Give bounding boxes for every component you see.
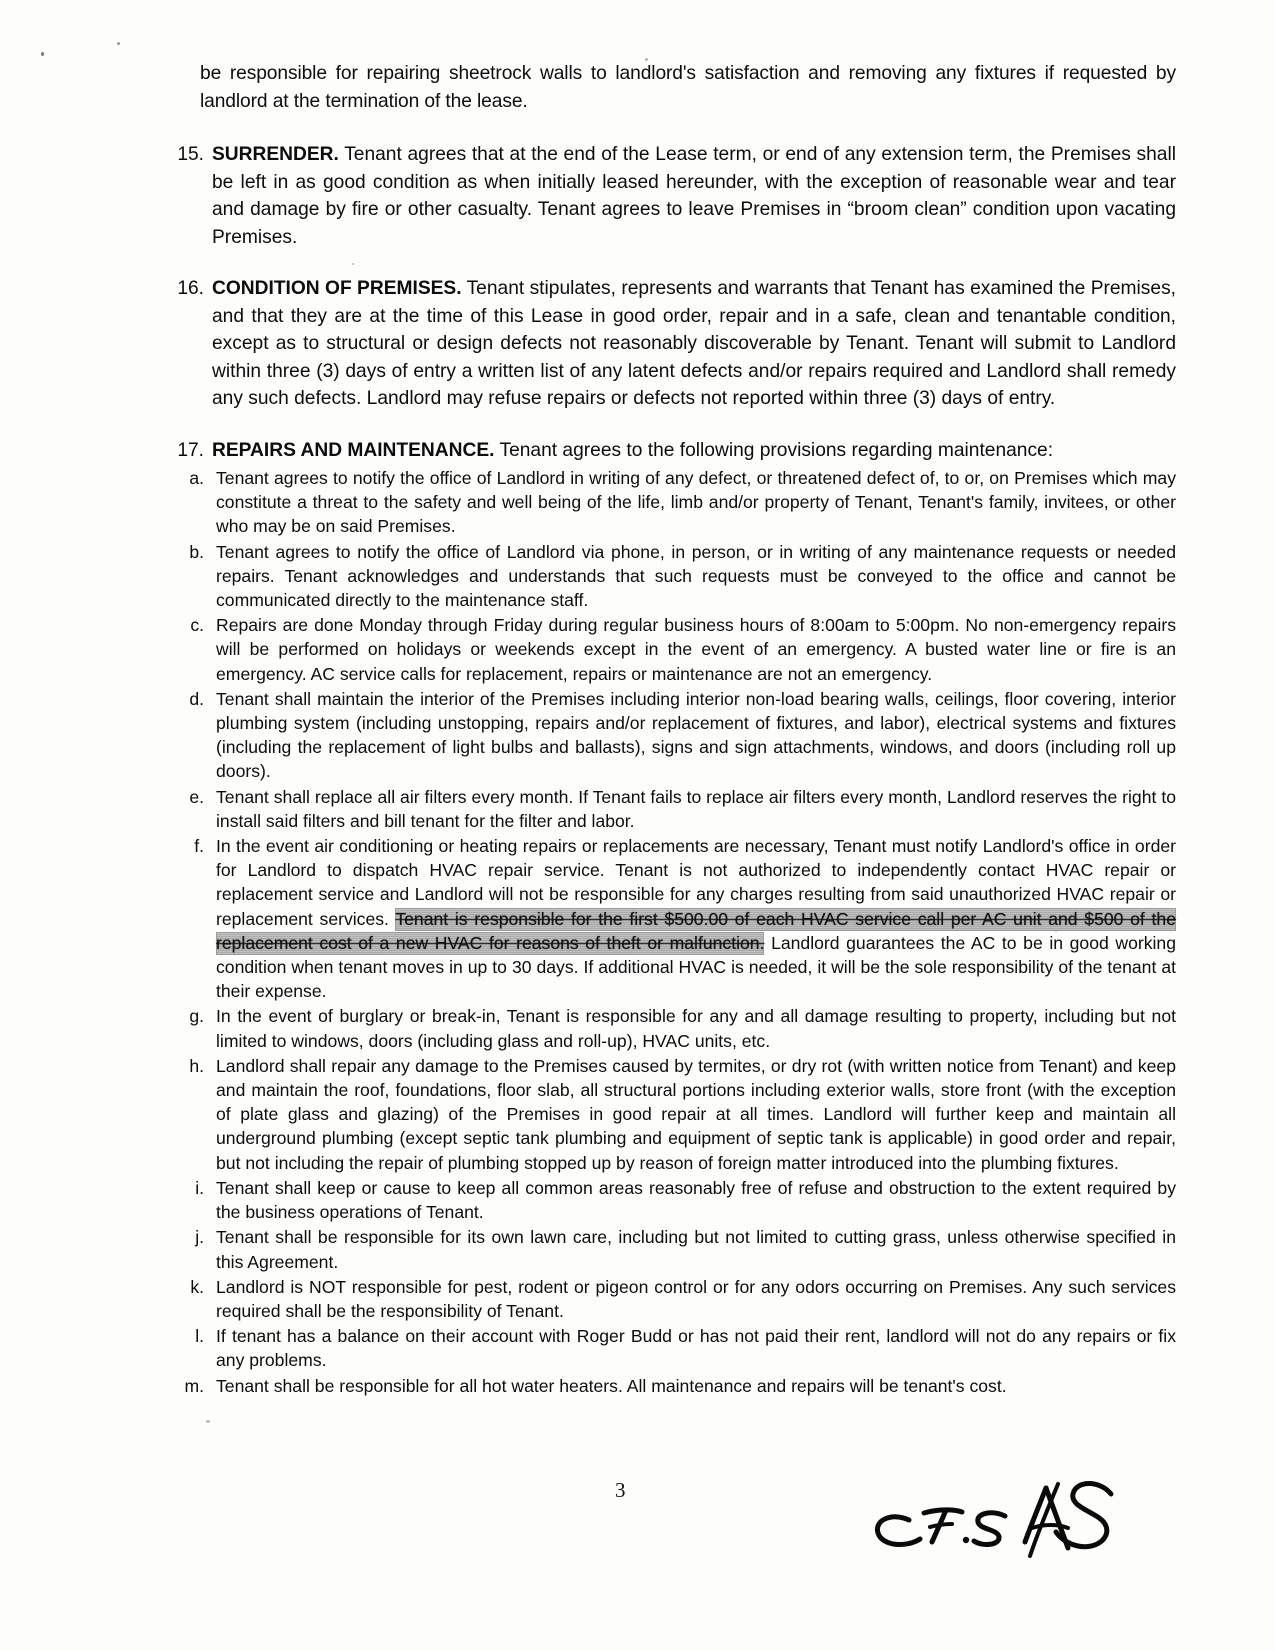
section-15-heading: SURRENDER. xyxy=(212,144,339,165)
list-item-e xyxy=(166,785,1176,833)
list-item-b xyxy=(166,540,1176,613)
section-15-body xyxy=(212,141,1176,251)
list-text-l: If tenant has a balance on their account with Roger Budd or has not paid their rent, landlord will not do any repairs or fix any problems. xyxy=(216,1326,1176,1371)
section-15-text: Tenant agrees that at the end of the Lease term, or end of any extension term, the Premises shall be left in as good condition as when initially leased hereunder, with the exception of reasonable wear and tear and damage by fire or other casualty. Tenant agrees to leave Premises in “broom clean” condition upon vacating Premises. xyxy=(212,144,1176,248)
section-17-text: Tenant agrees to the following provisions regarding maintenance: xyxy=(494,439,1054,461)
list-item-c xyxy=(166,613,1176,686)
scan-artifact-speck xyxy=(206,1420,210,1423)
section-17 xyxy=(166,437,1176,465)
handwritten-initials xyxy=(862,1416,1132,1566)
section-15-number: 15. xyxy=(177,144,204,165)
list-marker-m: m. xyxy=(184,1375,204,1396)
list-marker-f: f. xyxy=(194,836,204,857)
list-text-f-before: In the event air conditioning or heating repairs or replacements are necessary, Tenant must notify Landlord's office in order for Landlord to dispatch HVAC repair service. Tenant is not authorized to independently contact HVAC repair or replacement service and Landlord will not be responsible for any charges resulting from said unauthorized HVAC repair or replacement services. xyxy=(216,836,1176,929)
repairs-maintenance-sublist xyxy=(166,466,1176,1398)
section-17-body xyxy=(212,437,1176,465)
list-text-f-after: Landlord guarantees the AC to be in good working condition when tenant moves in up to 30 days. If additional HVAC is needed, it will be the sole responsibility of the tenant at their expense. xyxy=(216,932,1176,1002)
page-footer xyxy=(0,1478,1275,1618)
list-marker-a: a. xyxy=(189,468,204,488)
list-item-a xyxy=(166,466,1176,539)
list-marker-j: j. xyxy=(195,1227,204,1248)
list-text-h: Landlord shall repair any damage to the Premises caused by termites, or dry rot (with written notice from Tenant) and keep and maintain the roof, foundations, floor slab, all structural portions including exterior walls, store front (with the exception of plate glass and glazing) of the Premises in good repair at all times. Landlord will further keep and maintain all underground plumbing (except septic tank plumbing and equipment of septic tank is applicable) in good order and repair, but not including the repair of plumbing stopped up by reason of foreign matter introduced into the plumbing fixtures. xyxy=(216,1055,1176,1173)
list-marker-b: b. xyxy=(189,541,204,562)
list-text-c: Repairs are done Monday through Friday during regular business hours of 8:00am to 5:00pm. No non-emergency repairs will be performed on holidays or weekends except in the event of an emergency. A busted water line or fire is an emergency. AC service calls for replacement, repairs or maintenance are not an emergency. xyxy=(216,615,1176,684)
section-16-heading: CONDITION OF PREMISES. xyxy=(212,278,462,299)
list-item-j xyxy=(166,1225,1176,1273)
list-marker-e: e. xyxy=(189,786,204,807)
list-text-e: Tenant shall replace all air filters every month. If Tenant fails to replace air filters every month, Landlord reserves the right to install said filters and bill tenant for the filter and labor. xyxy=(216,786,1176,831)
list-text-i: Tenant shall keep or cause to keep all common areas reasonably free of refuse and obstruction to the extent required by the business operations of Tenant. xyxy=(216,1177,1176,1223)
section-15 xyxy=(166,141,1176,251)
list-item-k xyxy=(166,1275,1176,1323)
list-text-m: Tenant shall be responsible for all hot water heaters. All maintenance and repairs will be tenant's cost. xyxy=(216,1375,1007,1396)
list-marker-k: k. xyxy=(190,1276,204,1297)
list-item-d xyxy=(166,687,1176,784)
list-text-j: Tenant shall be responsible for its own lawn care, including but not limited to cutting grass, unless otherwise specified in this Agreement. xyxy=(216,1227,1176,1272)
list-text-a: Tenant agrees to notify the office of Landlord in writing of any defect, or threatened defect of, to or, on Premises which may constitute a threat to the safety and well being of the life, limb and/or property of Tenant, Tenant's family, invitees, or other who may be on said Premises. xyxy=(216,468,1176,537)
section-17-number: 17. xyxy=(177,439,204,461)
scan-artifact-speck xyxy=(41,52,44,56)
section-16-body xyxy=(212,275,1176,413)
highlighted-hvac-clause: Tenant is responsible for the first $500.00 of each HVAC service call per AC unit and $500 of the replacement cost of a new HVAC for reasons of theft or malfunction. xyxy=(216,908,1176,953)
list-item-m xyxy=(166,1374,1176,1398)
page-number: 3 xyxy=(615,1478,626,1502)
lead-paragraph: be responsible for repairing sheetrock walls to landlord's satisfaction and removing any fixtures if requested by landlord at the termination of the lease. xyxy=(200,63,1176,112)
list-marker-c: c. xyxy=(190,615,204,636)
list-text-d: Tenant shall maintain the interior of the Premises including interior non-load bearing walls, ceilings, floor covering, interior plumbing system (including unstopping, repairs and/or replacement of fixtures, and labor), electrical systems and fixtures (including the replacement of light bulbs and ballasts), signs and sign attachments, windows, and doors (including roll up doors). xyxy=(216,688,1176,782)
list-item-f xyxy=(166,834,1176,1003)
section-16-number: 16. xyxy=(177,278,204,299)
list-marker-g: g. xyxy=(189,1006,204,1027)
section-17-heading: REPAIRS AND MAINTENANCE. xyxy=(212,439,495,461)
list-item-h xyxy=(166,1054,1176,1175)
list-text-g: In the event of burglary or break-in, Tenant is responsible for any and all damage resulting to property, including but not limited to windows, doors (including glass and roll-up), HVAC units, etc. xyxy=(216,1006,1176,1051)
list-text-k: Landlord is NOT responsible for pest, rodent or pigeon control or for any odors occurring on Premises. Any such services required shall be the responsibility of Tenant. xyxy=(216,1276,1176,1321)
list-item-i xyxy=(166,1176,1176,1224)
list-item-g xyxy=(166,1004,1176,1052)
list-marker-d: d. xyxy=(189,688,204,709)
list-text-f xyxy=(216,834,1176,1003)
scan-artifact-speck xyxy=(117,42,120,45)
list-marker-i: i. xyxy=(195,1177,204,1198)
list-text-b: Tenant agrees to notify the office of Landlord via phone, in person, or in writing of any maintenance requests or needed repairs. Tenant acknowledges and understands that such requests must be conveyed to the office and cannot be communicated directly to the maintenance staff. xyxy=(216,541,1176,611)
section-16-text: Tenant stipulates, represents and warrants that Tenant has examined the Premises, and that they are at the time of this Lease in good order, repair and in a safe, clean and tenantable condition, except as to structural or design defects not reasonably discoverable by Tenant. Tenant will submit to Landlord within three (3) days of entry a written list of any latent defects and/or repairs required and Landlord shall remedy any such defects. Landlord may refuse repairs or defects not reported within three (3) days of entry. xyxy=(212,278,1176,409)
document-body xyxy=(166,60,1176,1398)
list-marker-h: h. xyxy=(189,1055,204,1076)
list-marker-l: l. xyxy=(195,1326,204,1347)
list-item-l xyxy=(166,1324,1176,1372)
section-16 xyxy=(166,275,1176,413)
